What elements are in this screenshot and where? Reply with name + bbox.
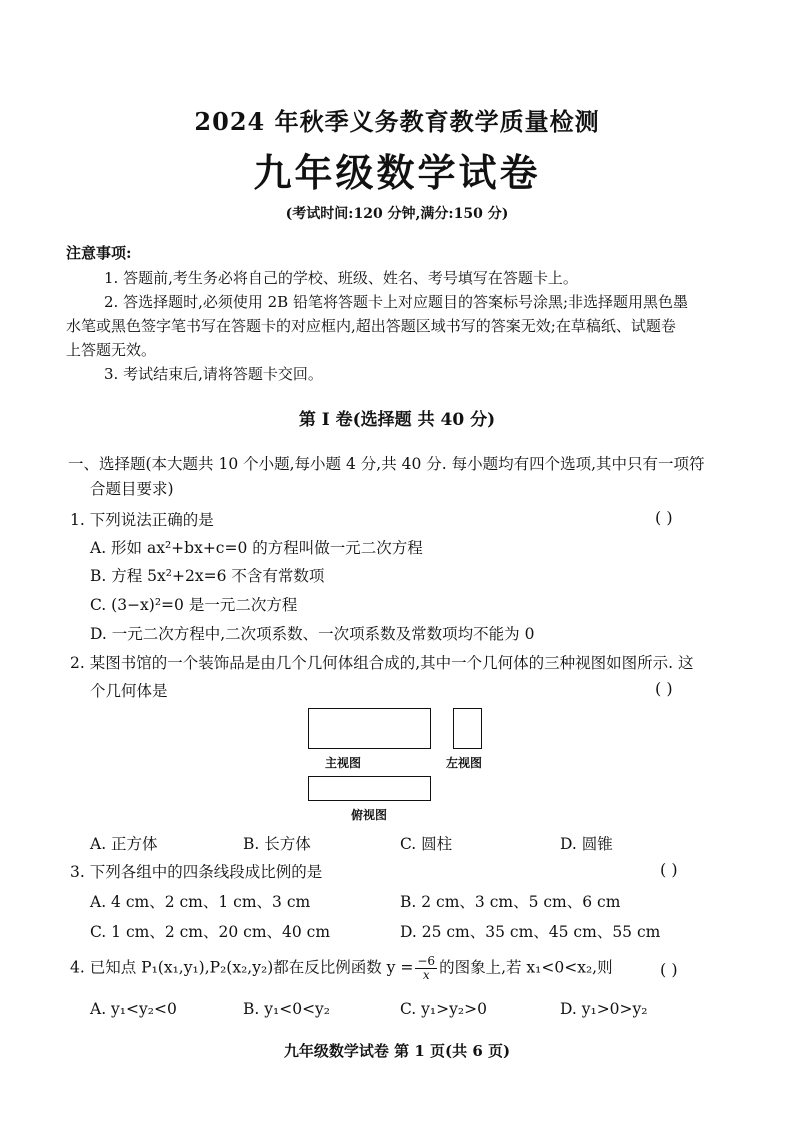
q2-answer-paren: ( ) — [655, 679, 673, 698]
page-footer: 九年级数学试卷 第 1 页(共 6 页) — [283, 1042, 511, 1060]
q4-option-a: A. y₁<y₂<0 — [90, 1000, 177, 1018]
part1-instructions: 一、选择题(本大题共 10 个小题,每小题 4 分,共 40 分. 每小题均有四个选项,其中只有一项符 — [68, 455, 705, 473]
q4-option-c: C. y₁>y₂>0 — [400, 1000, 487, 1018]
q4-stem-start: 4. 已知点 P₁(x₁,y₁),P₂(x₂,y₂)都在反比例函数 y = — [70, 958, 414, 977]
q4-stem — [70, 955, 613, 982]
notice-item-2-cont: 水笔或黑色签字笔书写在答题卡的对应框内,超出答题区域书写的答案无效;在草稿纸、试题卷 — [66, 317, 676, 335]
q3-option-b: B. 2 cm、3 cm、5 cm、6 cm — [400, 893, 621, 911]
q4-fraction-numerator: −6 — [417, 954, 436, 968]
front-view-caption: 主视图 — [325, 756, 362, 770]
top-view-caption: 俯视图 — [351, 808, 388, 822]
notice-item-3: 3. 考试结束后,请将答题卡交回。 — [104, 365, 323, 383]
q3-option-d: D. 25 cm、35 cm、45 cm、55 cm — [400, 923, 661, 941]
q4-stem-end: 的图象上,若 x₁<0<x₂,则 — [439, 958, 613, 977]
top-view-rectangle — [308, 776, 431, 801]
left-view-rectangle — [453, 708, 482, 749]
q4-option-d: D. y₁>0>y₂ — [560, 1000, 648, 1018]
notice-item-1: 1. 答题前,考生务必将自己的学校、班级、姓名、考号填写在答题卡上。 — [104, 269, 578, 287]
q2-option-d: D. 圆锥 — [560, 835, 613, 853]
q4-answer-paren: ( ) — [660, 960, 678, 979]
front-view-rectangle — [308, 708, 431, 749]
q3-answer-paren: ( ) — [660, 860, 678, 879]
q3-option-a: A. 4 cm、2 cm、1 cm、3 cm — [90, 893, 311, 911]
part1-instructions-cont: 合题目要求) — [90, 480, 174, 498]
section-title: 第 I 卷(选择题 共 40 分) — [298, 410, 496, 430]
notice-item-2: 2. 答选择题时,必须使用 2B 铅笔将答题卡上对应题目的答案标号涂黑;非选择题用黑色墨 — [104, 293, 689, 311]
q2-stem: 2. 某图书馆的一个装饰品是由几个几何体组合成的,其中一个几何体的三种视图如图所示. 这 — [70, 654, 694, 672]
q3-stem: 3. 下列各组中的四条线段成比例的是 — [70, 863, 323, 881]
q1-option-d: D. 一元二次方程中,二次项系数、一次项系数及常数项均不能为 0 — [90, 625, 535, 643]
q1-answer-paren: ( ) — [655, 508, 673, 527]
q2-option-a: A. 正方体 — [90, 835, 158, 853]
q2-option-c: C. 圆柱 — [400, 835, 453, 853]
exam-info: (考试时间:120 分钟,满分:150 分) — [285, 206, 509, 222]
exam-title-main: 九年级数学试卷 — [253, 150, 541, 195]
q1-option-b: B. 方程 5x²+2x=6 不含有常数项 — [90, 567, 325, 585]
notice-item-2-end: 上答题无效。 — [66, 341, 157, 359]
q4-option-b: B. y₁<0<y₂ — [243, 1000, 331, 1018]
q4-fraction-denominator: x — [422, 968, 430, 982]
exam-title-line1: 2024 年秋季义务教育教学质量检测 — [194, 107, 600, 136]
left-view-caption: 左视图 — [446, 756, 483, 770]
q1-option-c: C. (3−x)²=0 是一元二次方程 — [90, 596, 298, 614]
q2-option-b: B. 长方体 — [243, 835, 311, 853]
q3-option-c: C. 1 cm、2 cm、20 cm、40 cm — [90, 923, 331, 941]
q4-fraction — [415, 955, 437, 982]
q1-stem: 1. 下列说法正确的是 — [70, 511, 214, 529]
q1-option-a: A. 形如 ax²+bx+c=0 的方程叫做一元二次方程 — [90, 539, 423, 557]
q2-stem-cont: 个几何体是 — [90, 682, 168, 700]
notice-title: 注意事项: — [66, 244, 132, 262]
